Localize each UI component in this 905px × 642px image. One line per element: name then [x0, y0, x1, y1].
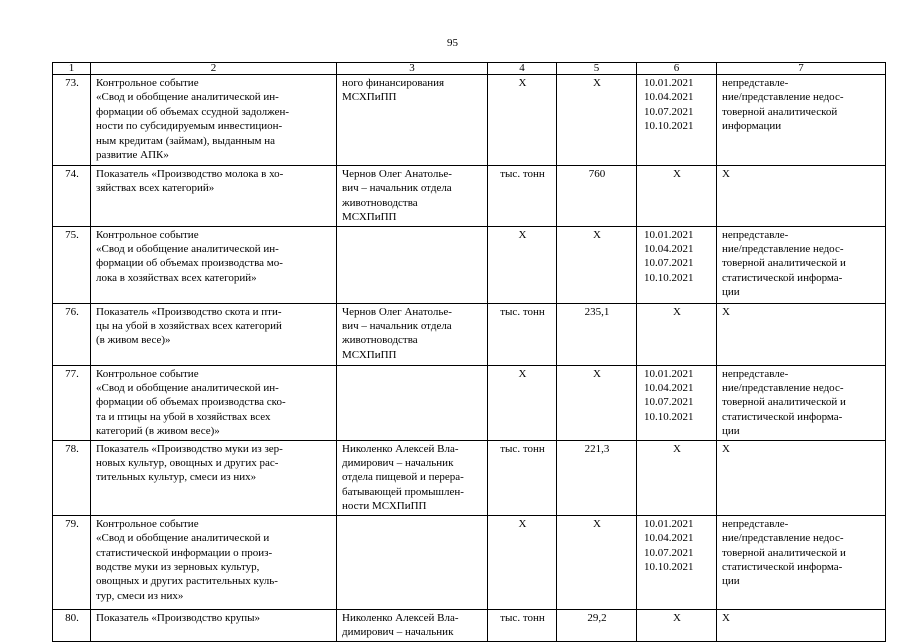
responsible-person: [337, 440, 488, 515]
value-cell-text: 29,2: [587, 611, 607, 624]
column-number-row: [53, 63, 886, 75]
event-description: [91, 226, 337, 303]
page-number: 95: [447, 37, 458, 49]
responsible-person: [337, 226, 488, 303]
dates-cell-line: 10.07.2021: [644, 257, 694, 270]
event-description: [91, 365, 337, 440]
unit-cell: [488, 226, 557, 303]
unit-cell: [488, 166, 557, 227]
risk-cell-line: товерной аналитической и: [722, 546, 846, 559]
event-description-line: ности по субсидируемым инвестицион-: [96, 120, 283, 133]
value-cell-text: Х: [593, 77, 601, 89]
value-cell-text: Х: [593, 228, 601, 241]
event-description-line: Показатель «Производство молока в хо-: [96, 168, 284, 180]
risk-cell-line: Х: [722, 168, 730, 180]
dates-cell: [637, 609, 717, 641]
value-cell-text: 221,3: [584, 442, 610, 455]
row-number-text: 80.: [65, 611, 79, 624]
column-number: 7: [717, 63, 886, 75]
risk-cell-line: Х: [722, 305, 730, 318]
risk-cell: [717, 226, 886, 303]
row-number: [53, 166, 91, 227]
event-description-line: формации об объемах производства мо-: [96, 257, 283, 270]
row-number-text: 77.: [65, 367, 79, 380]
unit-cell: [488, 75, 557, 166]
row-number: [53, 515, 91, 609]
responsible-person-line: Николенко Алексей Вла-: [342, 611, 459, 624]
event-description-line: Показатель «Производство муки из зер-: [96, 442, 283, 455]
value-cell-text: 235,1: [584, 305, 610, 318]
risk-cell-line: ции: [722, 575, 740, 588]
dates-cell: [637, 303, 717, 365]
column-number: 5: [557, 63, 637, 75]
event-description-line: Контрольное событие: [96, 367, 199, 380]
dates-cell-line: 10.10.2021: [644, 410, 694, 423]
risk-cell-line: ние/представление недос-: [722, 382, 844, 395]
value-cell: [557, 226, 637, 303]
event-description-line: развитие АПК»: [96, 149, 169, 162]
risk-cell: [717, 166, 886, 227]
value-cell: [557, 515, 637, 609]
risk-cell-line: непредставле-: [722, 367, 789, 380]
table-row: [53, 365, 886, 440]
event-description-line: зяйствах всех категорий»: [96, 182, 215, 195]
table-row: [53, 609, 886, 641]
value-cell-text: 760: [588, 168, 606, 180]
event-description-line: (в живом весе)»: [96, 334, 171, 347]
value-cell: [557, 609, 637, 641]
unit-cell-text: тыс. тонн: [500, 442, 545, 455]
dates-cell: [637, 75, 717, 166]
event-description: [91, 303, 337, 365]
responsible-person-line: животноводства: [342, 196, 418, 209]
dates-cell: [637, 166, 717, 227]
event-description: [91, 515, 337, 609]
risk-cell: [717, 75, 886, 166]
risk-cell-line: товерной аналитической: [722, 105, 838, 118]
risk-cell-line: статистической информа-: [722, 271, 843, 284]
risk-cell-line: статистической информа-: [722, 410, 843, 423]
event-description-line: овощных и других растительных куль-: [96, 575, 278, 588]
value-cell: [557, 440, 637, 515]
risk-cell: [717, 515, 886, 609]
row-number: [53, 609, 91, 641]
unit-cell-text: тыс. тонн: [500, 168, 545, 180]
table-row: [53, 303, 886, 365]
dates-cell: [637, 365, 717, 440]
responsible-person: [337, 166, 488, 227]
responsible-person-line: батывающей промышлен-: [342, 485, 464, 498]
responsible-person-line: ности МСХПиПП: [342, 500, 427, 513]
unit-cell: [488, 515, 557, 609]
dates-cell-line: 10.07.2021: [644, 396, 694, 409]
responsible-person-line: вич – начальник отдела: [342, 320, 452, 333]
table-row: [53, 515, 886, 609]
risk-cell-line: Х: [722, 611, 730, 624]
responsible-person-line: димирович – начальник: [342, 457, 454, 470]
row-number-text: 79.: [65, 517, 79, 530]
dates-cell: [637, 515, 717, 609]
responsible-person-line: ного финансирования: [342, 77, 445, 89]
event-description-line: Контрольное событие: [96, 228, 199, 241]
responsible-person-line: вич – начальник отдела: [342, 182, 452, 195]
responsible-person: [337, 609, 488, 641]
dates-cell-line: 10.04.2021: [644, 532, 694, 545]
event-description-line: формации об объемах ссудной задолжен-: [96, 105, 289, 118]
row-number: [53, 226, 91, 303]
unit-cell: [488, 303, 557, 365]
risk-cell-line: статистической информа-: [722, 560, 843, 573]
unit-cell-text: тыс. тонн: [500, 305, 545, 318]
table-row: [53, 226, 886, 303]
event-description-line: лока в хозяйствах всех категорий»: [96, 271, 257, 284]
dates-cell-line: 10.04.2021: [644, 91, 694, 104]
value-cell: [557, 303, 637, 365]
risk-cell-line: ции: [722, 286, 740, 299]
unit-cell-text: Х: [518, 517, 527, 530]
risk-cell-line: непредставле-: [722, 228, 789, 241]
table-row: [53, 75, 886, 166]
dates-cell-line: 10.01.2021: [644, 228, 694, 241]
value-cell: [557, 166, 637, 227]
event-description-line: цы на убой в хозяйствах всех категорий: [96, 320, 282, 333]
responsible-person-line: димирович – начальник: [342, 626, 454, 639]
dates-cell-line: 10.10.2021: [644, 120, 694, 133]
row-number-text: 78.: [65, 442, 79, 455]
risk-cell-line: непредставле-: [722, 77, 789, 89]
unit-cell-text: Х: [518, 228, 527, 241]
value-cell: [557, 75, 637, 166]
risk-cell-line: ние/представление недос-: [722, 532, 844, 545]
unit-cell-text: Х: [518, 367, 527, 380]
dates-cell-line: 10.10.2021: [644, 271, 694, 284]
value-cell: [557, 365, 637, 440]
risk-cell-line: товерной аналитической и: [722, 396, 846, 409]
unit-cell: [488, 365, 557, 440]
dates-cell-line: 10.10.2021: [644, 560, 694, 573]
risk-cell: [717, 440, 886, 515]
risk-cell-line: ции: [722, 425, 740, 438]
event-description: [91, 166, 337, 227]
dates-cell-line: Х: [673, 168, 681, 180]
dates-cell-line: Х: [673, 305, 681, 318]
dates-cell-line: 10.01.2021: [644, 367, 694, 380]
table-row: [53, 166, 886, 227]
dates-cell-line: Х: [673, 611, 681, 624]
event-description-line: «Свод и обобщение аналитической и: [96, 532, 270, 545]
column-number: 4: [488, 63, 557, 75]
dates-cell-line: 10.01.2021: [644, 517, 694, 530]
risk-cell-line: товерной аналитической и: [722, 257, 846, 270]
risk-cell: [717, 303, 886, 365]
dates-cell-line: 10.04.2021: [644, 382, 694, 395]
event-description-line: Показатель «Производство крупы»: [96, 611, 261, 624]
row-number-text: 73.: [65, 77, 79, 89]
responsible-person: [337, 515, 488, 609]
dates-cell-line: 10.04.2021: [644, 243, 694, 256]
row-number: [53, 75, 91, 166]
risk-cell: [717, 609, 886, 641]
row-number-text: 75.: [65, 228, 79, 241]
event-description-line: та и птицы на убой в хозяйствах всех: [96, 410, 271, 423]
event-description-line: тур, смеси из них»: [96, 589, 184, 602]
event-description: [91, 440, 337, 515]
column-number: 3: [337, 63, 488, 75]
event-description-line: статистической информации о произ-: [96, 546, 273, 559]
dates-cell-line: Х: [673, 442, 681, 455]
dates-cell-line: 10.01.2021: [644, 77, 694, 89]
responsible-person-line: животноводства: [342, 334, 418, 347]
responsible-person-line: МСХПиПП: [342, 91, 397, 104]
unit-cell-text: тыс. тонн: [500, 611, 545, 624]
risk-cell-line: информации: [722, 120, 782, 133]
row-number: [53, 440, 91, 515]
row-number: [53, 303, 91, 365]
dates-cell: [637, 226, 717, 303]
dates-cell-line: 10.07.2021: [644, 105, 694, 118]
responsible-person: [337, 365, 488, 440]
event-description-line: категорий (в живом весе)»: [96, 425, 220, 438]
value-cell-text: Х: [593, 517, 601, 530]
risk-cell-line: ние/представление недос-: [722, 243, 844, 256]
risk-cell-line: непредставле-: [722, 517, 789, 530]
responsible-person-line: Чернов Олег Анатолье-: [342, 168, 452, 180]
event-description-line: тительных культур, смеси из них»: [96, 471, 257, 484]
table-row: [53, 440, 886, 515]
row-number-text: 74.: [65, 168, 79, 180]
row-number: [53, 365, 91, 440]
column-number: 6: [637, 63, 717, 75]
event-description-line: водстве муки из зерновых культур,: [96, 560, 260, 573]
event-description-line: Контрольное событие: [96, 77, 199, 89]
responsible-person-line: Николенко Алексей Вла-: [342, 442, 459, 455]
risk-cell-line: ние/представление недос-: [722, 91, 844, 104]
column-number: 2: [91, 63, 337, 75]
event-description-line: «Свод и обобщение аналитической ин-: [96, 91, 279, 104]
column-number: 1: [53, 63, 91, 75]
dates-cell: [637, 440, 717, 515]
event-description-line: новых культур, овощных и других рас-: [96, 457, 279, 470]
responsible-person-line: отдела пищевой и перера-: [342, 471, 464, 484]
indicator-table: [52, 62, 886, 642]
unit-cell-text: Х: [518, 77, 527, 89]
event-description-line: «Свод и обобщение аналитической ин-: [96, 243, 279, 256]
responsible-person-line: Чернов Олег Анатолье-: [342, 305, 452, 318]
row-number-text: 76.: [65, 305, 79, 318]
unit-cell: [488, 440, 557, 515]
unit-cell: [488, 609, 557, 641]
event-description-line: формации об объемах производства ско-: [96, 396, 286, 409]
responsible-person: [337, 303, 488, 365]
responsible-person-line: МСХПиПП: [342, 348, 397, 361]
responsible-person: [337, 75, 488, 166]
responsible-person-line: МСХПиПП: [342, 211, 397, 224]
event-description-line: ным кредитам (займам), выданным на: [96, 134, 275, 147]
event-description: [91, 609, 337, 641]
event-description-line: «Свод и обобщение аналитической ин-: [96, 382, 279, 395]
value-cell-text: Х: [593, 367, 601, 380]
risk-cell-line: Х: [722, 442, 730, 455]
risk-cell: [717, 365, 886, 440]
event-description-line: Показатель «Производство скота и пти-: [96, 305, 282, 318]
dates-cell-line: 10.07.2021: [644, 546, 694, 559]
event-description-line: Контрольное событие: [96, 517, 199, 530]
event-description: [91, 75, 337, 166]
